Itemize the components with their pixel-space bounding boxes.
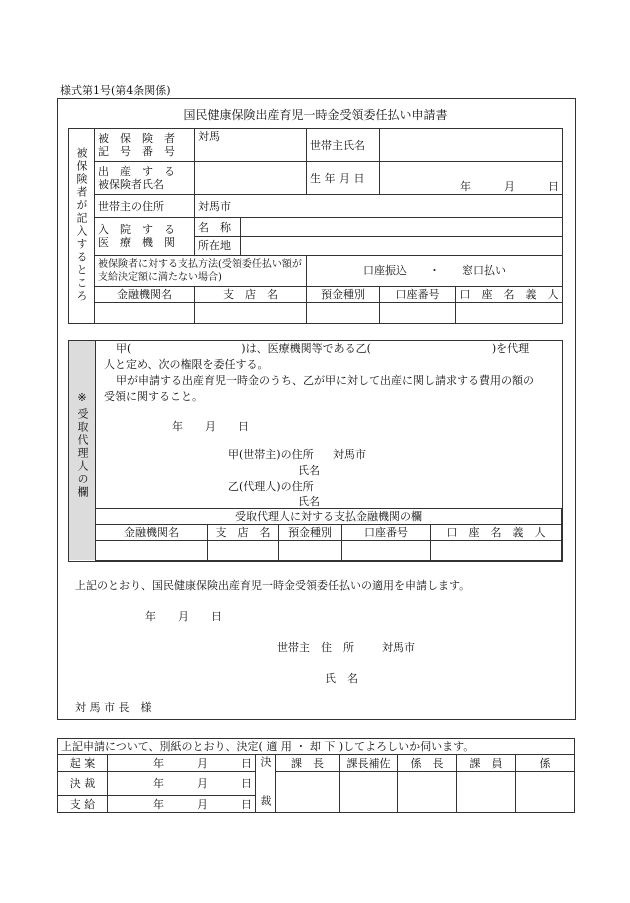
proxy-bank-title: 受取代理人に対する支払金融機関の欄	[96, 509, 562, 525]
proxy-branch-header: 支 店 名	[208, 525, 279, 541]
proxy-bank-name-header: 金融機関名	[96, 525, 208, 541]
proxy-statement: 甲( )は、医療機関等である乙( )を代理 人と定め、次の権限を委任する。 甲が申請する出産育児一時金のうち、乙が甲に対して出産に関し請求する費用の額の 受領に関すること。	[104, 342, 534, 403]
decision-date[interactable]: 年 月 日	[108, 772, 256, 796]
kessai-label: 決 裁	[256, 755, 276, 813]
payment-date[interactable]: 年 月 日	[108, 796, 256, 813]
deposit-type-header: 預金種別	[307, 286, 380, 303]
proxy-deposit-type-header: 預金種別	[279, 525, 342, 541]
proxy-bank-table	[95, 508, 562, 561]
party-b-name-label: 氏名	[298, 495, 320, 508]
party-a-address-label: 甲(世帯主)の住所	[228, 448, 314, 461]
proxy-side-label: ※ 受取代理人の欄	[69, 341, 96, 560]
applicant-name-label: 氏 名	[325, 672, 358, 685]
birth-date-label: 生 年 月 日	[307, 162, 380, 195]
role-section-chief: 課 長	[276, 755, 340, 772]
stamp-subsection-chief[interactable]	[398, 772, 457, 813]
draft-date[interactable]: 年 月 日	[108, 755, 256, 772]
bank-name-field[interactable]	[95, 303, 195, 324]
payment-method-label: 被保険者に対する支払方法(受領委任払い額が支給決定額に満たない場合)	[95, 255, 307, 286]
deposit-type-field[interactable]	[307, 303, 380, 324]
declaration-text: 上記のとおり、国民健康保険出産育児一時金受領委任払いの適用を申請します。	[75, 579, 471, 592]
birth-date-field[interactable]: 年 月 日	[380, 162, 563, 195]
approval-header: 上記申請について、別紙のとおり、決定( 適 用 ・ 却 下 )してよろしいか伺います。	[58, 739, 575, 755]
hospital-location-field[interactable]	[241, 236, 563, 255]
payment-label: 支 給	[58, 796, 108, 813]
address-label: 世帯主の住所	[95, 195, 195, 218]
draft-label: 起 案	[58, 755, 108, 772]
proxy-date: 年 月 日	[172, 420, 249, 433]
party-a-name-label: 氏名	[298, 464, 320, 477]
hospital-name-label: 名 称	[195, 218, 241, 237]
account-number-field[interactable]	[380, 303, 456, 324]
proxy-account-number-header: 口座番号	[342, 525, 431, 541]
approval-table	[57, 738, 575, 813]
hospital-location-label: 所在地	[195, 236, 241, 255]
role-staff: 課 員	[457, 755, 516, 772]
proxy-account-number-field[interactable]	[342, 541, 431, 561]
applicant-address-label: 世帯主 住 所	[277, 641, 354, 654]
insured-side-label: 被保険者が記入するところ	[69, 129, 95, 324]
proxy-bank-name-field[interactable]	[96, 541, 208, 561]
head-name-label: 世帯主氏名	[307, 129, 380, 162]
proxy-branch-field[interactable]	[208, 541, 279, 561]
stamp-section-chief[interactable]	[276, 772, 340, 813]
mother-name-label: 出 産 す る 被保険者氏名	[95, 162, 195, 195]
hospital-name-field[interactable]	[241, 218, 563, 237]
bank-name-header: 金融機関名	[95, 286, 195, 303]
insured-table	[68, 128, 563, 324]
hospital-label: 入 院 す る 医 療 機 関	[95, 218, 195, 255]
head-name-field[interactable]	[380, 129, 563, 162]
form-number: 様式第1号(第4条関係)	[60, 84, 171, 97]
account-number-header: 口座番号	[380, 286, 456, 303]
account-holder-field[interactable]	[456, 303, 563, 324]
proxy-account-holder-header: 口 座 名 義 人	[431, 525, 562, 541]
payment-method-options[interactable]: 口座振込 ・ 窓口払い	[307, 255, 563, 286]
role-subsection-chief: 係 長	[398, 755, 457, 772]
party-a-address-value[interactable]: 対馬市	[333, 448, 366, 461]
account-holder-header: 口 座 名 義 人	[456, 286, 563, 303]
role-clerk: 係	[516, 755, 575, 772]
party-b-address-label: 乙(代理人)の住所	[228, 480, 314, 493]
applicant-address-value[interactable]: 対馬市	[382, 641, 415, 654]
stamp-deputy-chief[interactable]	[340, 772, 398, 813]
branch-header: 支 店 名	[195, 286, 307, 303]
role-deputy-chief: 課長補佐	[340, 755, 398, 772]
proxy-account-holder-field[interactable]	[431, 541, 562, 561]
proxy-deposit-type-field[interactable]	[279, 541, 342, 561]
addressee: 対 馬 市 長 様	[75, 701, 152, 714]
insured-number-label: 被 保 険 者 記 号 番 号	[95, 129, 195, 162]
decision-label: 決 裁	[58, 772, 108, 796]
address-field[interactable]: 対馬市	[195, 195, 563, 218]
insured-number-field[interactable]: 対馬	[195, 129, 307, 162]
branch-field[interactable]	[195, 303, 307, 324]
form-title: 国民健康保険出産育児一時金受領委任払い申請書	[183, 108, 448, 122]
mother-name-field[interactable]	[195, 162, 307, 195]
stamp-staff[interactable]	[457, 772, 516, 813]
declaration-date: 年 月 日	[145, 610, 222, 623]
stamp-clerk[interactable]	[516, 772, 575, 813]
